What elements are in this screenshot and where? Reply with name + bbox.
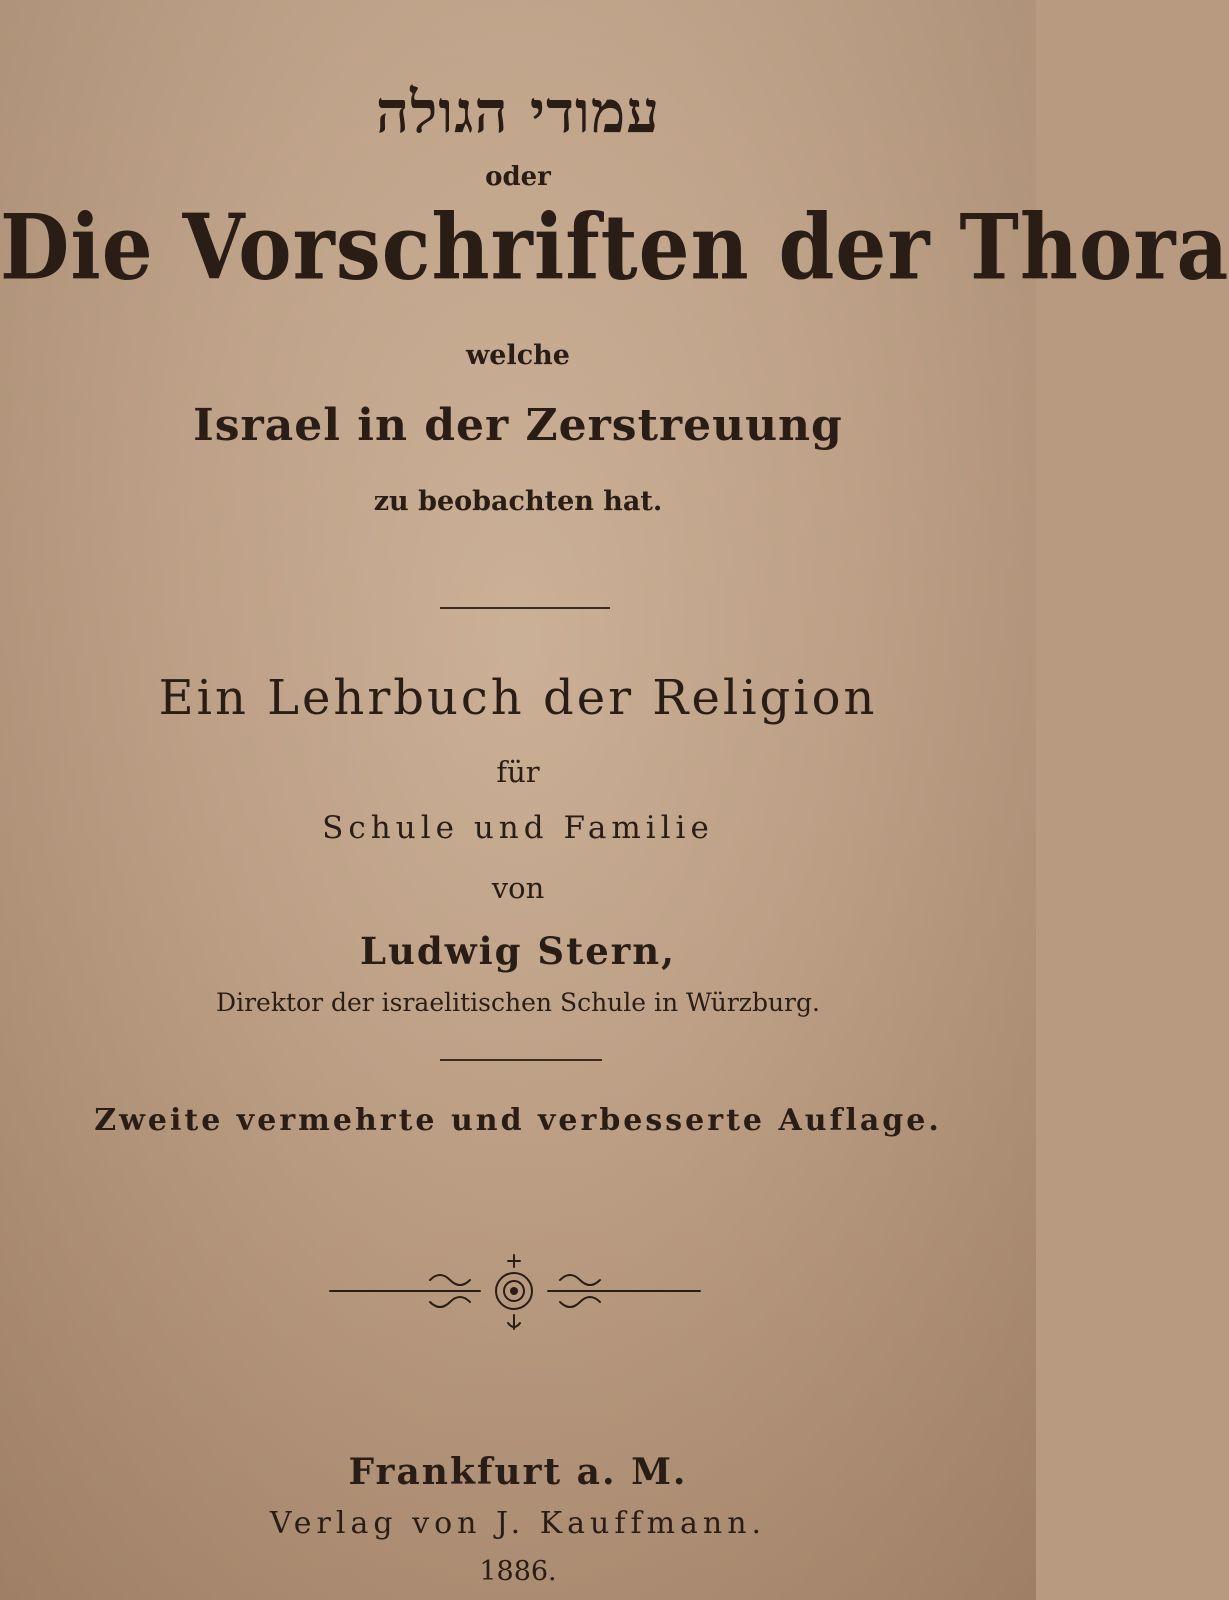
israel-subtitle: Israel in der Zerstreuung [193, 400, 843, 451]
welche-text: welche [466, 340, 570, 371]
main-title: Die Vorschriften der Thora [0, 194, 1229, 300]
schule-familie-text: Schule und Familie [322, 810, 714, 846]
ornament-icon [330, 1250, 700, 1340]
zu-beobachten-text: zu beobachten hat. [373, 486, 663, 517]
author-name: Ludwig Stern, [359, 929, 677, 973]
publisher: Verlag von J. Kauffmann. [269, 1506, 767, 1541]
publication-year: 1886. [479, 1556, 557, 1587]
publication-city: Frankfurt a. M. [348, 1451, 688, 1493]
divider-rule [440, 607, 610, 609]
hebrew-title: עמודי הגולה [375, 78, 661, 146]
edition-note: Zweite vermehrte und verbesserte Auflage. [94, 1103, 942, 1138]
oder-text: oder [485, 162, 551, 192]
fuer-text: für [496, 755, 540, 789]
author-role: Direktor der israelitischen Schule in Würzburg. [216, 988, 820, 1017]
divider-rule [440, 1059, 602, 1061]
von-text: von [491, 871, 545, 905]
lehrbuch-heading: Ein Lehrbuch der Religion [158, 670, 878, 726]
